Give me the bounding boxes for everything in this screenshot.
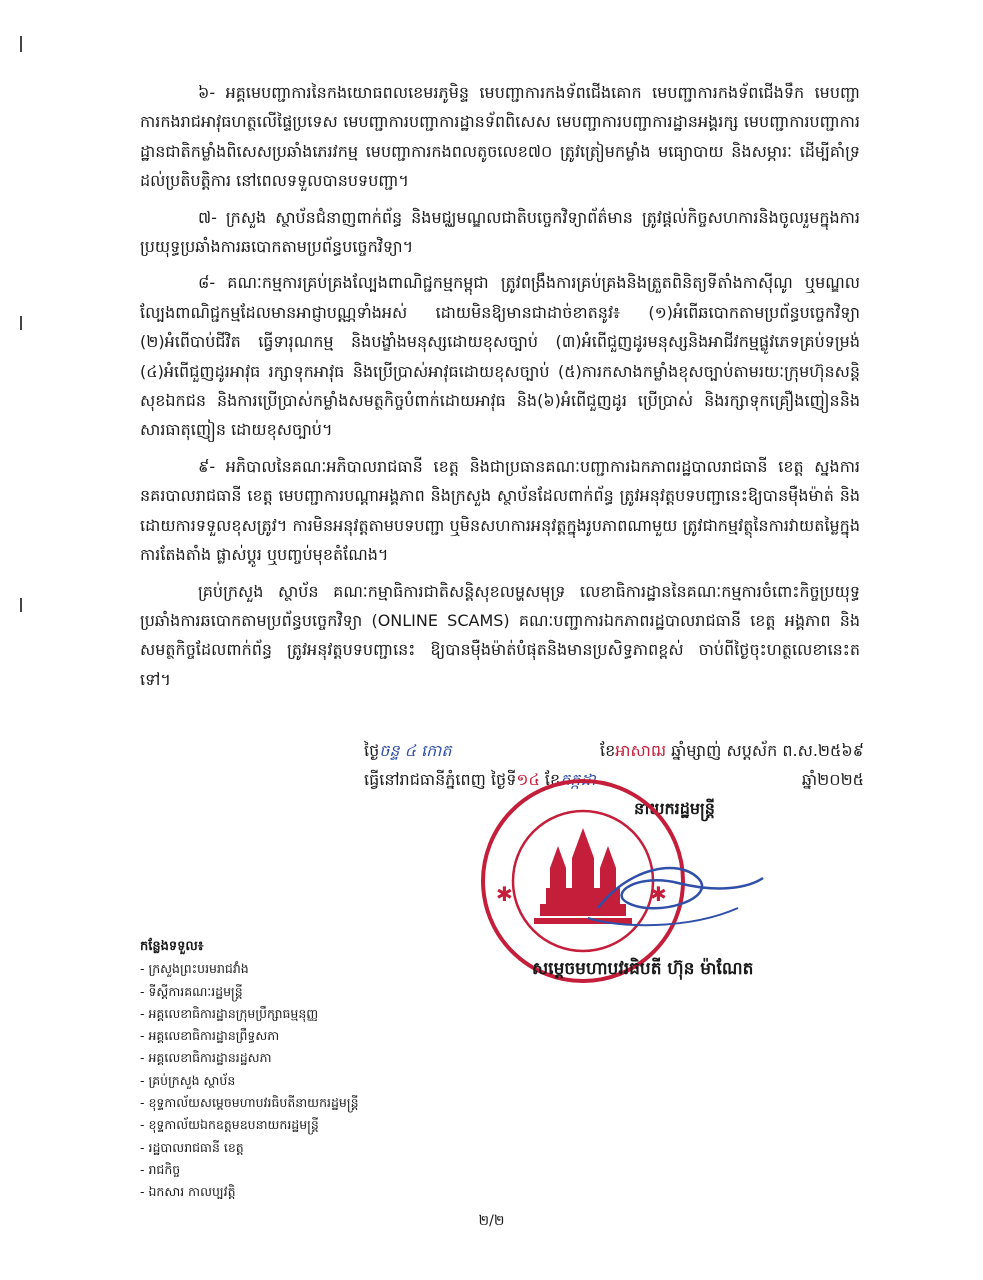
handwritten-month: កក្កដា	[560, 770, 596, 789]
svg-text:✱: ✱	[496, 882, 513, 906]
paragraph-7: ៧- ក្រសួង ស្ថាប័នជំនាញពាក់ព័ន្ធ និងមជ្ឈមណ្ឌលជាតិបច្ចេកវិទ្យាព័ត៌មាន ត្រូវផ្ដល់កិច្ចសហការនិងចូលរួមក្នុងការប្រយុទ្ធប្រឆាំងការឆបោកតាមប្រព័ន្ធបច្ចេកវិទ្យា។	[140, 207, 860, 257]
recipients-title: កន្លែងទទួល៖	[140, 939, 204, 954]
handwritten-day: ចន្ទ ៤ កោត	[379, 741, 452, 760]
signatory-title: នាយករដ្ឋមន្ត្រី	[634, 799, 715, 818]
paragraph-8: ៨- គណៈកម្មការគ្រប់គ្រងល្បែងពាណិជ្ជកម្មកម្ពុជា ត្រូវពង្រឹងការគ្រប់គ្រងនិងត្រួតពិនិត្យទីតាំងកាស៊ីណូ ឬមណ្ឌលល្បែងពាណិជ្ជកម្មដែលមានអាជ្ញាបណ្ណទាំងអស់ ដោយមិនឱ្យមានជាដាច់ខាតនូវ៖ (១)អំពើឆបោកតាមប្រព័ន្ធបច្ចេកវិទ្យា (២)អំពើបាប់ជីវិត ធ្វើទារុណកម្ម និងបង្ខាំងមនុស្សដោយខុសច្បាប់ (៣)អំពើជួញដូរមនុស្សនិងអាជីវកម្មផ្លូវភេទគ្រប់ទម្រង់ (៤)អំពើជួញដូរអាវុធ រក្សាទុកអាវុធ និងប្រើប្រាស់អាវុធដោយខុសច្បាប់ (៥)ការកសាងកម្លាំងខុសច្បាប់តាមរយៈក្រុមហ៊ុនសន្តិសុខឯកជន និងការប្រើប្រាស់កម្លាំងសមត្ថកិច្ចបំពាក់ដោយអាវុធ និង(៦)អំពើជួញដូរ ប្រើប្រាស់ និងរក្សាទុកគ្រឿងញៀននិងសារធាតុញៀន ដោយខុសច្បាប់។	[140, 273, 860, 440]
margin-mark	[20, 316, 22, 330]
recipient-item: - ឯកសារ កាលប្បវត្តិ	[140, 1181, 359, 1203]
place-prefix: ធ្វើនៅរាជធានីភ្នំពេញ ថ្ងៃទី	[364, 770, 517, 789]
paragraph-6: ៦- អគ្គមេបញ្ជាការនៃកងយោធពលខេមរភូមិន្ទ មេបញ្ជាការកងទ័ពជើងគោក មេបញ្ជាការកងទ័ពជើងទឹក មេបញ្ជាការកងរាជអាវុធហត្ថលើផ្ទៃប្រទេស មេបញ្ជាការបញ្ជាការដ្ឋានទ័ពពិសេស មេបញ្ជាការបញ្ជាការដ្ឋានអង្គរក្ស មេបញ្ជាការបញ្ជាការដ្ឋានជាតិកម្លាំងពិសេសប្រឆាំងភេរវកម្ម មេបញ្ជាការកងពលតូចលេខ៧០ ត្រូវត្រៀមកម្លាំង មធ្យោបាយ និងសម្ភារៈ ដើម្បីគាំទ្រដល់ប្រតិបត្តិការ នៅពេលទទួលបានបទបញ្ជា។	[140, 83, 860, 191]
recipient-item: - រដ្ឋបាលរាជធានី ខេត្ត	[140, 1137, 359, 1159]
margin-mark	[20, 598, 22, 612]
margin-mark	[20, 36, 22, 52]
stamped-month: អាសាឍ	[615, 741, 667, 760]
stamped-day: ១៤	[516, 770, 540, 789]
recipient-item: - អគ្គលេខាធិការដ្ឋានក្រុមប្រឹក្សាធម្មនុញ្ញ	[140, 1003, 359, 1025]
lunar-date-line	[364, 736, 864, 765]
handwritten-signature	[568, 848, 768, 938]
recipient-item: - ក្រសួងព្រះបរមរាជវាំង	[140, 958, 359, 980]
signer-name: សម្តេចមហាបវរធិបតី ហ៊ុន ម៉ាណែត	[532, 959, 754, 979]
recipient-item: - រាជកិច្ច	[140, 1159, 359, 1181]
recipient-item: - អគ្គលេខាធិការដ្ឋានព្រឹទ្ធសភា	[140, 1025, 359, 1047]
month-label: ខែ	[600, 741, 616, 760]
recipients-list	[140, 936, 359, 1204]
svg-text:✱: ✱	[650, 882, 667, 906]
solar-year: ឆ្នាំ២០២៥	[801, 770, 864, 789]
recipient-item: - ខុទ្ទកាល័យសម្តេចមហាបវរធិបតីនាយករដ្ឋមន្ត្រី	[140, 1092, 359, 1114]
recipient-item: - ទីស្តីការគណៈរដ្ឋមន្ត្រី	[140, 981, 359, 1003]
recipient-item: - គ្រប់ក្រសួង ស្ថាប័ន	[140, 1070, 359, 1092]
closing-paragraph: គ្រប់ក្រសួង ស្ថាប័ន គណៈកម្មាធិការជាតិសន្តិសុខលម្ហសមុទ្រ លេខាធិការដ្ឋាននៃគណៈកម្មការចំពោះកិច្ចប្រយុទ្ធប្រឆាំងការឆបោកតាមប្រព័ន្ធបច្ចេកវិទ្យា (ONLINE SCAMS) គណៈបញ្ជាការឯកភាពរដ្ឋបាលរាជធានី ខេត្ត អង្គភាព និងសមត្ថកិច្ចដែលពាក់ព័ន្ធ ត្រូវអនុវត្តបទបញ្ជានេះ ឱ្យបានម៉ឺងម៉ាត់បំផុតនិងមានប្រសិទ្ធភាពខ្ពស់ ចាប់ពីថ្ងៃចុះហត្ថលេខានេះតទៅ។	[140, 581, 860, 689]
lunar-year: ឆ្នាំម្សាញ់ សប្តស័ក ព.ស.២៥៦៩	[671, 741, 864, 760]
month-label-2: ខែ	[544, 770, 561, 789]
recipient-item: - ខុទ្ទកាល័យឯកឧត្តមឧបនាយករដ្ឋមន្ត្រី	[140, 1114, 359, 1136]
page-number: ២/២	[478, 1213, 505, 1229]
recipient-item: - អគ្គលេខាធិការដ្ឋានរដ្ឋសភា	[140, 1047, 359, 1069]
date-prefix: ថ្ងៃ	[364, 741, 380, 760]
paragraph-9: ៩- អភិបាលនៃគណៈអភិបាលរាជធានី ខេត្ត និងជាប្រធានគណៈបញ្ជាការឯកភាពរដ្ឋបាលរាជធានី ខេត្ត ស្នងការនគរបាលរាជធានី ខេត្ត មេបញ្ជាការបណ្ដាអង្គភាព និងក្រសួង ស្ថាប័នដែលពាក់ព័ន្ធ ត្រូវអនុវត្តបទបញ្ជានេះឱ្យបានម៉ឺងម៉ាត់ និងដោយការទទួលខុសត្រូវ។ ការមិនអនុវត្តតាមបទបញ្ជា ឬមិនសហការអនុវត្តក្នុងរូបភាពណាមួយ ត្រូវជាកម្មវត្ថុនៃការវាយតម្លៃក្នុងការតែងតាំង ផ្លាស់ប្តូរ ឬបញ្ចប់មុខតំណែង។	[140, 456, 860, 565]
document-body	[140, 78, 860, 701]
